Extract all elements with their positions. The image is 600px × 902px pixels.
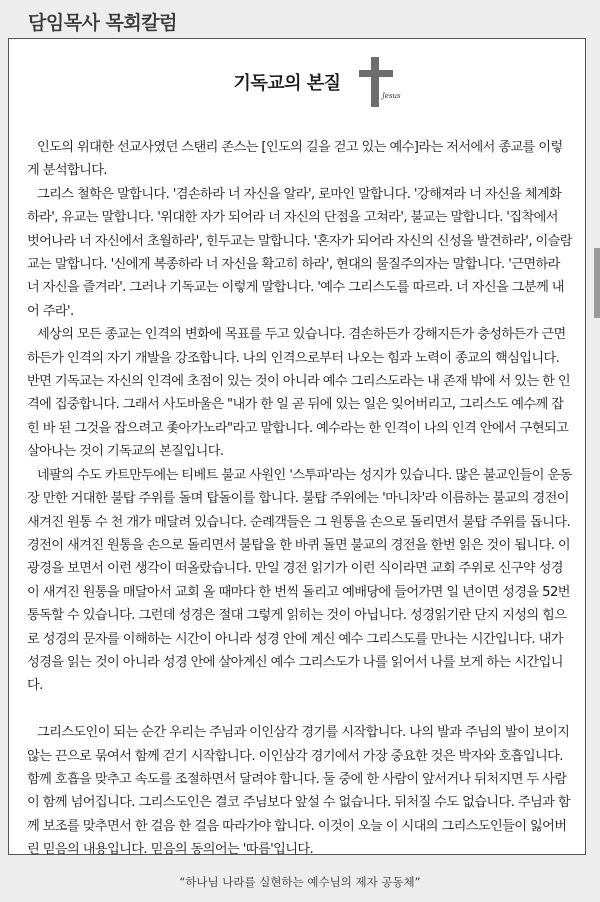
paragraph: 그리스 철학은 말합니다. '겸손하라 너 자신을 알라', 로마인 말합니다. '강해져라 너 자신을 체계화하라', 유교는 말합니다. '위대한 자가 되어라 너 자신의 단점을 고쳐라', 불교는 말합니다. '집착에서 벗어나라 너 자신에서 초월하라', 힌두교는 말합니다. '혼자가 되어라 자신의 신성을 발견하라', 이슬람교는 말합니다. '신에게 복종하라 너 자신을 확고히 하라', 현대의 물질주의자는 말합니다. '근면하라 너 자신을 즐겨라'. 그러나 기독교는 이렇게 말합니다. '예수 그리스도를 따르라. 너 자신을 그분께 내어 주라'. (27, 186, 572, 319)
paragraph: 네팔의 수도 카트만두에는 티베트 불교 사원인 '스투파'라는 성지가 있습니다. 많은 불교인들이 운동장 만한 거대한 불탑 주위를 돌며 탑돌이를 합니다. 불탑 주위에는 '마니차'라 이름하는 불교의 경전이 새겨진 원통 수 천 개가 매달려 있습니다. 순례객들은 그 원통을 손으로 돌리면서 불탑 주위를 돕니다. 경전이 새겨진 원통을 손으로 돌리면서 불탑을 한 바퀴 돌면 불교의 경전을 한번 읽은 것이 됩니다. 이 광경을 보면서 이런 생각이 떠올랐습니다. 만일 경전 읽기가 이런 식이라면 교회 주위로 신구약 성경이 새겨진 원통을 매달아서 교회 올 때마다 한 번씩 돌리고 예배당에 들어가면 일 년이면 성경을 52번 통독할 수 있습니다. 그런데 성경은 절대 그렇게 읽히는 것이 아닙니다. 성경읽기란 단지 지성의 힘으로 성경의 문자를 이해하는 시간이 아니라 성경 안에 계신 예수 그리스도를 만나는 시간입니다. 내가 성경을 읽는 것이 아니라 성경 안에 살아계신 예수 그리스도가 나를 읽어서 나를 보게 하는 시간입니다. (27, 467, 572, 694)
edge-marker (594, 248, 600, 318)
column-title: 기독교의 본질 (233, 73, 341, 94)
column-header: 담임목사 목회칼럼 (28, 12, 177, 34)
church-motto: “하나님 나라를 실현하는 예수님의 제자 공동체” (179, 875, 421, 889)
cross-icon (359, 57, 393, 109)
paragraph: 인도의 위대한 선교사였던 스탠리 존스는 [인도의 길을 걷고 있는 예수]라는 저서에서 종교를 이렇게 분석합니다. (27, 140, 563, 179)
title-row (9, 57, 585, 109)
paragraph: 세상의 모든 종교는 인격의 변화에 목표를 두고 있습니다. 겸손하든가 강해지든가 충성하든가 근면하든가 인격의 자기 개발을 강조합니다. 나의 인격으로부터 나오는 힘과 노력이 종교의 핵심입니다. 반면 기독교는 자신의 인격에 초점이 있는 것이 아니라 예수 그리스도라는 내 존재 밖에 서 있는 한 인격에 집중합니다. 그래서 사도바울은 "내가 한 일 곧 뒤에 있는 일은 잊어버리고, 그리스도 예수께 잡힌 바 된 그것을 잡으려고 좇아가노라"라고 말합니다. 예수라는 한 인격이 나의 인격 안에서 구현되고 살아나는 것이 기독교의 본질입니다. (27, 327, 571, 460)
paragraph: 그리스도인이 되는 순간 우리는 주님과 이인삼각 경기를 시작합니다. 나의 발과 주님의 발이 보이지 않는 끈으로 묶여서 함께 걷기 시작합니다. 이인삼각 경기에서 가장 중요한 것은 박자와 호흡입니다. 함께 호흡을 맞추고 속도를 조절하면서 달려야 합니다. 둘 중에 한 사람이 앞서거나 뒤처지면 두 사람이 함께 넘어집니다. 그리스도인은 결코 주님보다 앞설 수 없습니다. 뒤처질 수도 없습니다. 주님과 함께 보조를 맞추면서 한 걸음 한 걸음 따라가야 합니다. 이것이 오늘 이 시대의 그리스도인들이 잃어버린 믿음의 내용입니다. 믿음의 동의어는 '따름'입니다. (27, 725, 571, 858)
cross-caption: Jesus (382, 92, 401, 100)
column-body (27, 136, 572, 862)
column-panel (8, 38, 586, 858)
